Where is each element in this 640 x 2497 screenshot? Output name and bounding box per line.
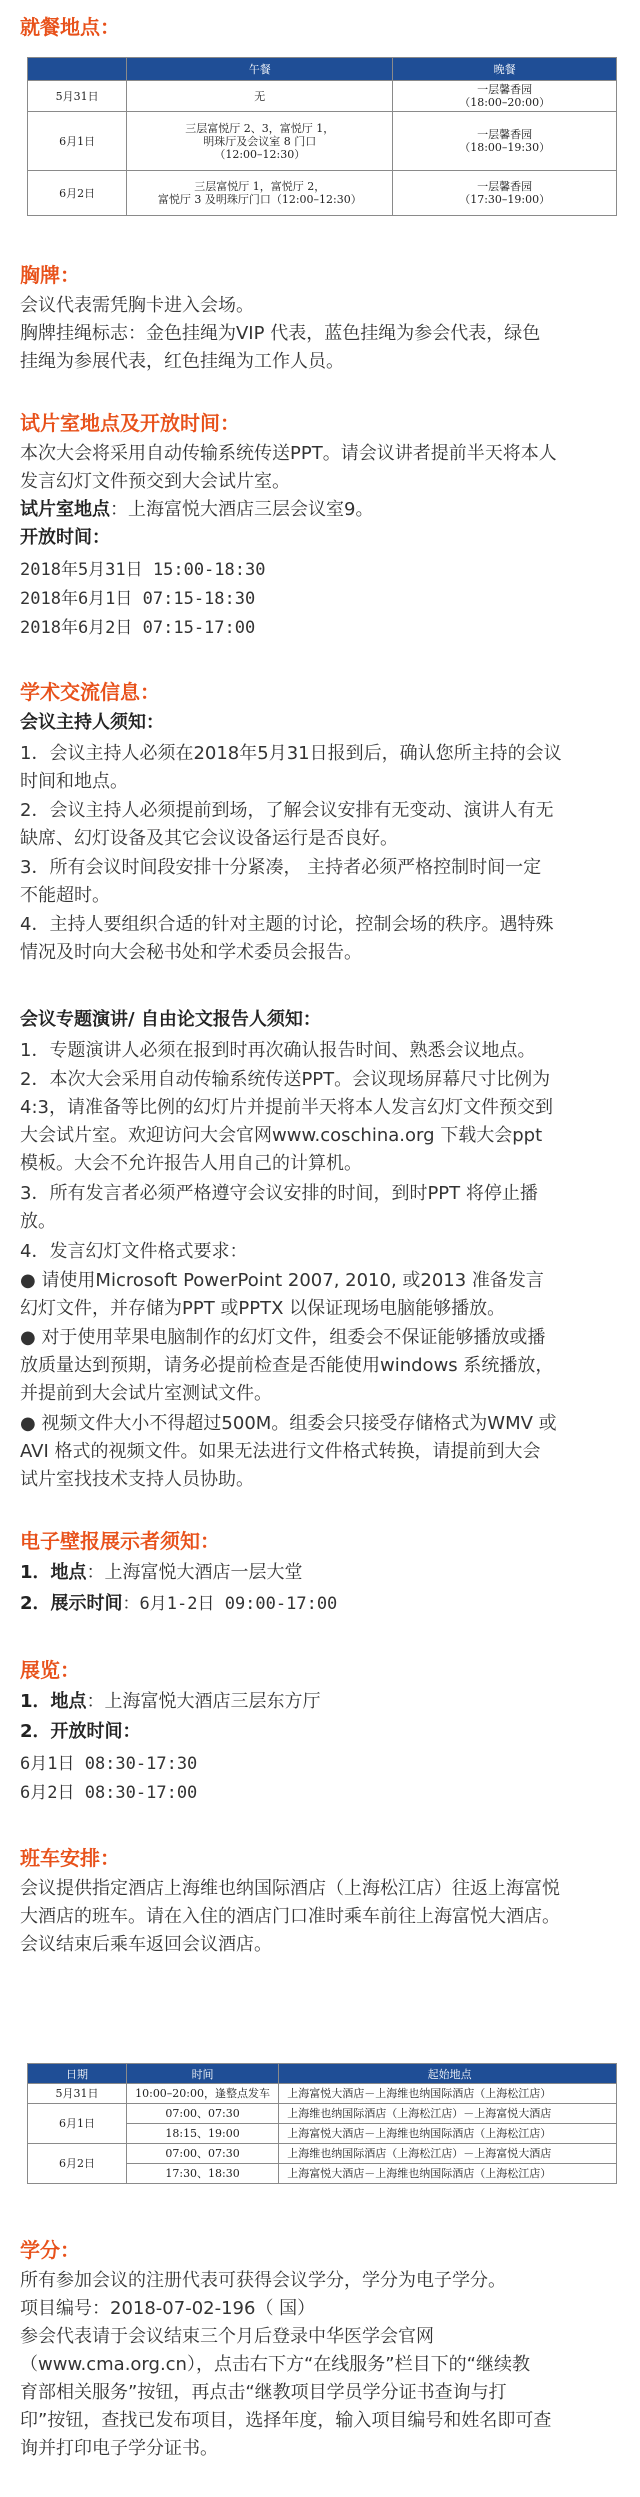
speaker-notice-item: 2．本次大会采用自动传输系统传送PPT。会议现场屏幕尺寸比例为	[20, 1069, 551, 1090]
dining-dinner	[393, 81, 617, 112]
shuttle-table	[27, 2063, 617, 2184]
eposter-time-label: 2．展示时间	[20, 1593, 123, 1614]
shuttle-date: 6月2日	[28, 2144, 127, 2184]
badge-text: 胸牌挂绳标志：金色挂绳为VIP 代表，蓝色挂绳为参会代表，绿色	[20, 323, 541, 344]
dining-lunch	[127, 81, 393, 112]
preview-location	[20, 496, 620, 523]
host-notice-item: 2．会议主持人必须提前到场，了解会议安排有无变动、演讲人有无	[20, 800, 554, 821]
shuttle-header-date: 日期	[28, 2064, 127, 2084]
dining-dinner-line: 一层馨香园	[477, 180, 533, 193]
shuttle-text: 会议提供指定酒店上海维也纳国际酒店（上海松江店）往返上海富悦	[20, 1878, 560, 1899]
format-bullet: ● 视频文件大小不得超过500M。组委会只接受存储格式为WMV 或	[20, 1413, 557, 1434]
shuttle-location: 上海富悦大酒店－上海维也纳国际酒店（上海松江店）	[279, 2124, 617, 2144]
preview-text: 发言幻灯文件预交到大会试片室。	[20, 471, 290, 492]
shuttle-header-time: 时间	[126, 2064, 278, 2084]
table-row	[28, 171, 617, 216]
eposter-location	[20, 1559, 620, 1586]
table-row	[28, 2104, 617, 2124]
dining-lunch	[127, 171, 393, 216]
speaker-notice-item: 大会试片室。欢迎访问大会官网www.coschina.org 下载大会ppt	[20, 1125, 543, 1146]
preview-title: 试片室地点及开放时间：	[20, 411, 240, 435]
exhibition-location-label: 1．地点	[20, 1691, 87, 1712]
speaker-notice-item: 3．所有发言者必须严格遵守会议安排的时间，到时PPT 将停止播	[20, 1183, 538, 1204]
dining-dinner	[393, 112, 617, 171]
eposter-time	[20, 1590, 620, 1618]
shuttle-location: 上海富悦大酒店－上海维也纳国际酒店（上海松江店）	[279, 2164, 617, 2184]
credit-text: 所有参加会议的注册代表可获得会议学分，学分为电子学分。	[20, 2270, 506, 2291]
credit-title: 学分：	[20, 2238, 80, 2262]
badge-title: 胸牌：	[20, 263, 80, 287]
format-bullet: 并提前到大会试片室测试文件。	[20, 1383, 272, 1404]
credit-project-number: 项目编号：2018-07-02-196（ 国）	[20, 2298, 316, 2319]
shuttle-table-header	[28, 2064, 617, 2084]
shuttle-time: 18:15、19:00	[126, 2124, 278, 2144]
host-notice-item: 不能超时。	[20, 885, 110, 906]
shuttle-title: 班车安排：	[20, 1846, 120, 1870]
dining-dinner-line: （18:00–19:30）	[459, 141, 551, 154]
shuttle-location: 上海维也纳国际酒店（上海松江店）－上海富悦大酒店	[279, 2104, 617, 2124]
dining-table-header	[28, 58, 617, 81]
credit-text: （www.cma.org.cn），点击右下方“在线服务”栏目下的“继续教	[20, 2354, 530, 2375]
exhibition-open-label: 2．开放时间：	[20, 1721, 141, 1742]
shuttle-date: 5月31日	[28, 2084, 127, 2104]
dining-lunch-line: 富悦厅 3 及明珠厅门口（12:00–12:30）	[157, 193, 362, 206]
dining-dinner	[393, 171, 617, 216]
shuttle-text: 会议结束后乘车返回会议酒店。	[20, 1934, 272, 1955]
dining-lunch-line: 无	[254, 89, 266, 103]
table-row	[28, 2084, 617, 2104]
dining-dinner-line: 一层馨香园	[477, 128, 533, 141]
host-notice-item: 1．会议主持人必须在2018年5月31日报到后，确认您所主持的会议	[20, 743, 562, 764]
host-notice-item: 4．主持人要组织合适的针对主题的讨论，控制会场的秩序。遇特殊	[20, 914, 554, 935]
format-bullet: AVI 格式的视频文件。如果无法进行文件格式转换，请提前到大会	[20, 1441, 541, 1462]
dining-lunch-line: 三层富悦厅 1，富悦厅 2，	[194, 180, 326, 193]
eposter-location-label: 1．地点	[20, 1562, 87, 1583]
preview-location-label: 试片室地点	[20, 499, 110, 520]
preview-open-label: 开放时间：	[20, 527, 110, 548]
speaker-notice-item: 模板。大会不允许报告人用自己的计算机。	[20, 1153, 362, 1174]
credit-text: 印”按钮，查找已发布项目，选择年度，输入项目编号和姓名即可查	[20, 2410, 552, 2431]
credit-text: 育部相关服务”按钮，再点击“继教项目学员学分证书查询与打	[20, 2382, 507, 2403]
shuttle-location: 上海维也纳国际酒店（上海松江店）－上海富悦大酒店	[279, 2144, 617, 2164]
exhibition-location-value: ：上海富悦大酒店三层东方厅	[86, 1691, 321, 1712]
eposter-location-value: ：上海富悦大酒店一层大堂	[86, 1562, 303, 1583]
badge-text: 会议代表需凭胸卡进入会场。	[20, 295, 254, 316]
shuttle-time: 07:00、07:30	[126, 2104, 278, 2124]
exhibition-time: 6月2日 08:30-17:00	[20, 1783, 198, 1803]
dining-header-dinner: 晚餐	[393, 58, 617, 81]
badge-text: 挂绳为参展代表，红色挂绳为工作人员。	[20, 351, 344, 372]
dining-table	[27, 57, 617, 216]
shuttle-time: 17:30、18:30	[126, 2164, 278, 2184]
exhibition-title: 展览：	[20, 1658, 80, 1682]
dining-lunch	[127, 112, 393, 171]
host-notice-item: 情况及时向大会秘书处和学术委员会报告。	[20, 942, 362, 963]
format-bullet: 试片室找技术支持人员协助。	[20, 1469, 254, 1490]
preview-location-value: ：上海富悦大酒店三层会议室9。	[110, 499, 374, 520]
preview-time: 2018年6月2日 07:15-17:00	[20, 618, 256, 638]
shuttle-text: 大酒店的班车。请在入住的酒店门口准时乘车前往上海富悦大酒店。	[20, 1906, 560, 1927]
format-bullet: 幻灯文件，并存储为PPT 或PPTX 以保证现场电脑能够播放。	[20, 1298, 506, 1319]
shuttle-date: 6月1日	[28, 2104, 127, 2144]
speaker-notice-item: 4．发言幻灯文件格式要求：	[20, 1241, 248, 1262]
dining-header-lunch: 午餐	[127, 58, 393, 81]
shuttle-header-location: 起始地点	[279, 2064, 617, 2084]
host-notice-title: 会议主持人须知：	[20, 712, 164, 733]
format-bullet: 放质量达到预期，请务必提前检查是否能使用windows 系统播放，	[20, 1355, 554, 1376]
preview-time: 2018年6月1日 07:15-18:30	[20, 589, 256, 609]
table-row	[28, 2144, 617, 2164]
dining-lunch-line: 明珠厅及会议室 8 门口	[203, 134, 317, 148]
dining-header-date	[28, 58, 127, 81]
preview-text: 本次大会将采用自动传输系统传送PPT。请会议讲者提前半天将本人	[20, 443, 557, 464]
exhibition-time: 6月1日 08:30-17:30	[20, 1754, 198, 1774]
dining-lunch-line: 三层富悦厅 2、3，富悦厅 1，	[185, 121, 335, 135]
dining-dinner-line: （18:00–20:00）	[459, 96, 551, 109]
table-row	[28, 81, 617, 112]
shuttle-location: 上海富悦大酒店－上海维也纳国际酒店（上海松江店）	[279, 2084, 617, 2104]
speaker-notice-item: 放。	[20, 1211, 56, 1232]
format-bullet: ● 对于使用苹果电脑制作的幻灯文件，组委会不保证能够播放或播	[20, 1327, 546, 1348]
dining-date: 5月31日	[28, 81, 127, 112]
academic-title: 学术交流信息：	[20, 680, 160, 704]
exhibition-location	[20, 1688, 620, 1715]
host-notice-item: 3．所有会议时间段安排十分紧凑， 主持者必须严格控制时间一定	[20, 857, 542, 878]
credit-text: 询并打印电子学分证书。	[20, 2438, 218, 2459]
dining-date: 6月1日	[28, 112, 127, 171]
shuttle-time: 10:00–20:00，逢整点发车	[126, 2084, 278, 2104]
dining-date: 6月2日	[28, 171, 127, 216]
dining-dinner-line: （17:30–19:00）	[459, 193, 551, 206]
credit-text: 参会代表请于会议结束三个月后登录中华医学会官网	[20, 2326, 434, 2347]
eposter-time-value: ：6月1-2日 09:00-17:00	[122, 1594, 338, 1614]
host-notice-item: 时间和地点。	[20, 771, 128, 792]
speaker-notice-item: 4:3，请准备等比例的幻灯片并提前半天将本人发言幻灯文件预交到	[20, 1097, 553, 1118]
speaker-notice-title: 会议专题演讲/ 自由论文报告人须知：	[20, 1009, 321, 1030]
eposter-title: 电子壁报展示者须知：	[20, 1529, 220, 1553]
host-notice-item: 缺席、幻灯设备及其它会议设备运行是否良好。	[20, 828, 398, 849]
dining-lunch-line: （12:00–12:30）	[214, 147, 306, 161]
shuttle-time: 07:00、07:30	[126, 2144, 278, 2164]
dining-dinner-line: 一层馨香园	[477, 83, 533, 96]
dining-title: 就餐地点：	[20, 15, 120, 39]
table-row	[28, 112, 617, 171]
format-bullet: ● 请使用Microsoft PowerPoint 2007, 2010, 或2013 准备发言	[20, 1270, 544, 1291]
preview-time: 2018年5月31日 15:00-18:30	[20, 560, 266, 580]
speaker-notice-item: 1．专题演讲人必须在报到时再次确认报告时间、熟悉会议地点。	[20, 1040, 536, 1061]
